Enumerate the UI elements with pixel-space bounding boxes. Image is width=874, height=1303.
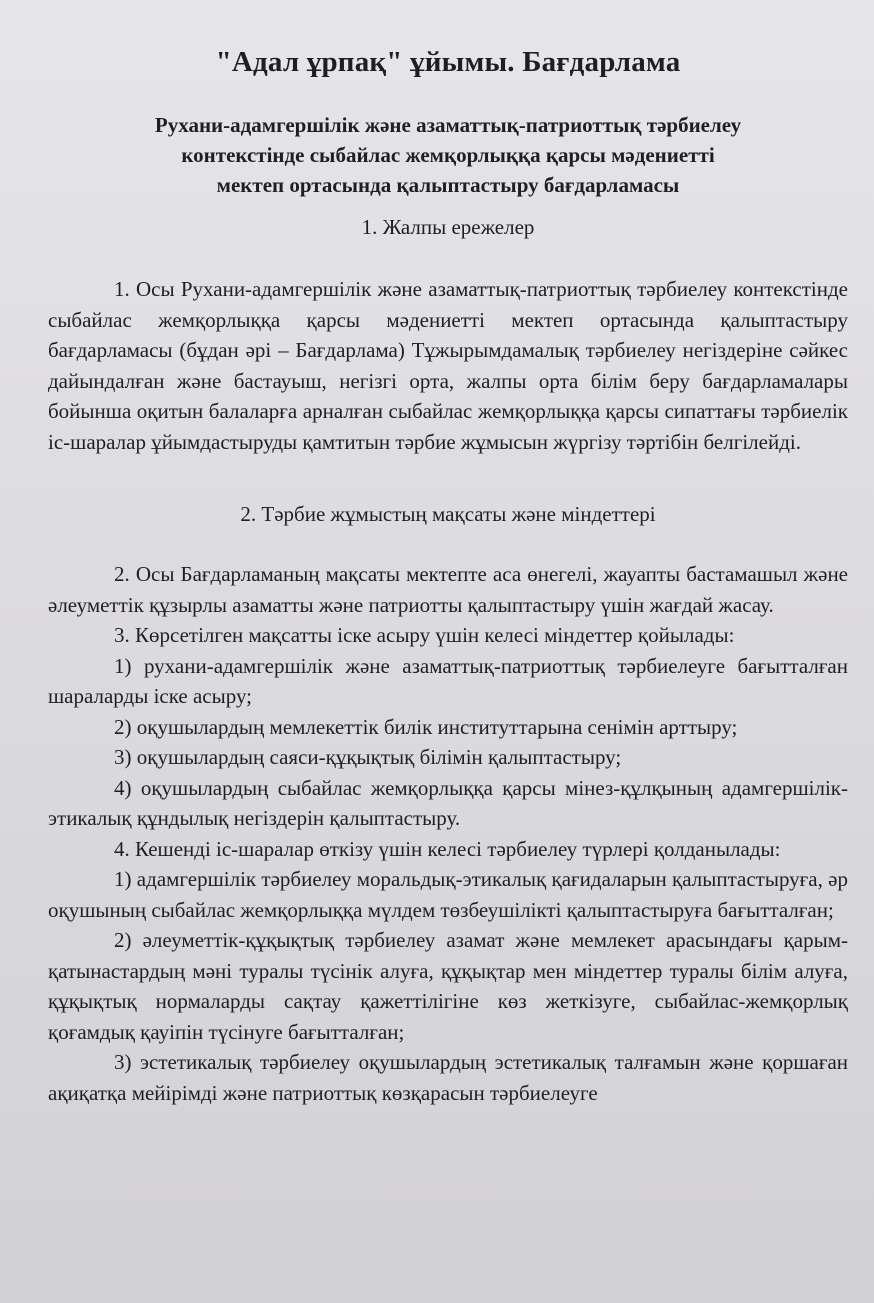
paragraph-3: 3. Көрсетілген мақсатты іске асыру үшін келесі міндеттер қойылады:	[114, 623, 735, 647]
section-heading-goals: 2. Тәрбие жұмыстың мақсаты және міндеттері	[240, 502, 656, 526]
document-page	[48, 44, 848, 1108]
paragraph-1: 1. Осы Рухани-адамгершілік және азаматтық-патриоттық тәрбиелеу контекстінде сыбайлас жемқорлыққа қарсы мәдениетті мектеп ортасында қалыптастыру бағдарламасы (бұдан әрі – Бағдарлама) Тұжырымдамалық тәрбиелеу негіздеріне сәйкес дайындалған және бастауыш, негізгі орта, жалпы орта білім беру бағдарламалары бойынша оқитын балаларға арналған сыбайлас жемқорлыққа қарсы сипаттағы тәрбиелік іс-шаралар ұйымдастыруды қамтитын тәрбие жұмысын жүргізу тәртібін белгілейді.	[48, 277, 848, 454]
list-item: 1) рухани-адамгершілік және азаматтық-патриоттық тәрбиелеуге бағытталған шараларды іске асыру;	[48, 653, 848, 708]
program-subtitle	[48, 110, 848, 200]
paragraph-4: 4. Кешенді іс-шаралар өткізу үшін келесі тәрбиелеу түрлері қолданылады:	[114, 836, 781, 861]
subtitle-line: Рухани-адамгершілік және азаматтық-патриоттық тәрбиелеу	[154, 113, 742, 137]
list-item: 2) әлеуметтік-құқықтық тәрбиелеу азамат және мемлекет арасындағы қарым-қатынастардың мәні туралы түсінік алуға, құқықтар мен міндеттер туралы білім алуға, құқықтық нормаларды сақтау қажеттілігіне көз жеткізуге, сыбайлас-жемқорлық қоғамдық қауіпін түсінуге бағытталған;	[48, 928, 848, 1044]
document-title: "Адал ұрпақ" ұйымы. Бағдарлама	[215, 46, 681, 78]
list-item: 3) эстетикалық тәрбиелеу оқушылардың эстетикалық талғамын және қоршаған ақиқатқа мейірімді және патриоттық көзқарасын тәрбиелеуге	[48, 1050, 848, 1105]
list-item: 3) оқушылардың саяси-құқықтық білімін қалыптастыру;	[114, 745, 622, 769]
subtitle-line: мектеп ортасында қалыптастыру бағдарламасы	[216, 173, 680, 197]
section-heading-general: 1. Жалпы ережелер	[361, 215, 535, 239]
paragraph-2: 2. Осы Бағдарламаның мақсаты мектепте аса өнегелі, жауапты бастамашыл және әлеуметтік құзырлы азаматты және патриотты қалыптастыру үшін жағдай жасау.	[48, 562, 848, 617]
list-item: 4) оқушылардың сыбайлас жемқорлыққа қарсы мінез-құлқының адамгершілік-этикалық құндылық негіздерін қалыптастыру.	[48, 775, 848, 830]
subtitle-line: контекстінде сыбайлас жемқорлыққа қарсы мәдениетті	[181, 143, 715, 167]
list-item: 2) оқушылардың мемлекеттік билік институттарына сенімін арттыру;	[114, 714, 738, 739]
list-item: 1) адамгершілік тәрбиелеу моральдық-этикалық қағидаларын қалыптастыруға, әр оқушының сыбайлас жемқорлыққа мүлдем төзбеушілікті қалыптастыруға бағытталған;	[48, 867, 848, 922]
